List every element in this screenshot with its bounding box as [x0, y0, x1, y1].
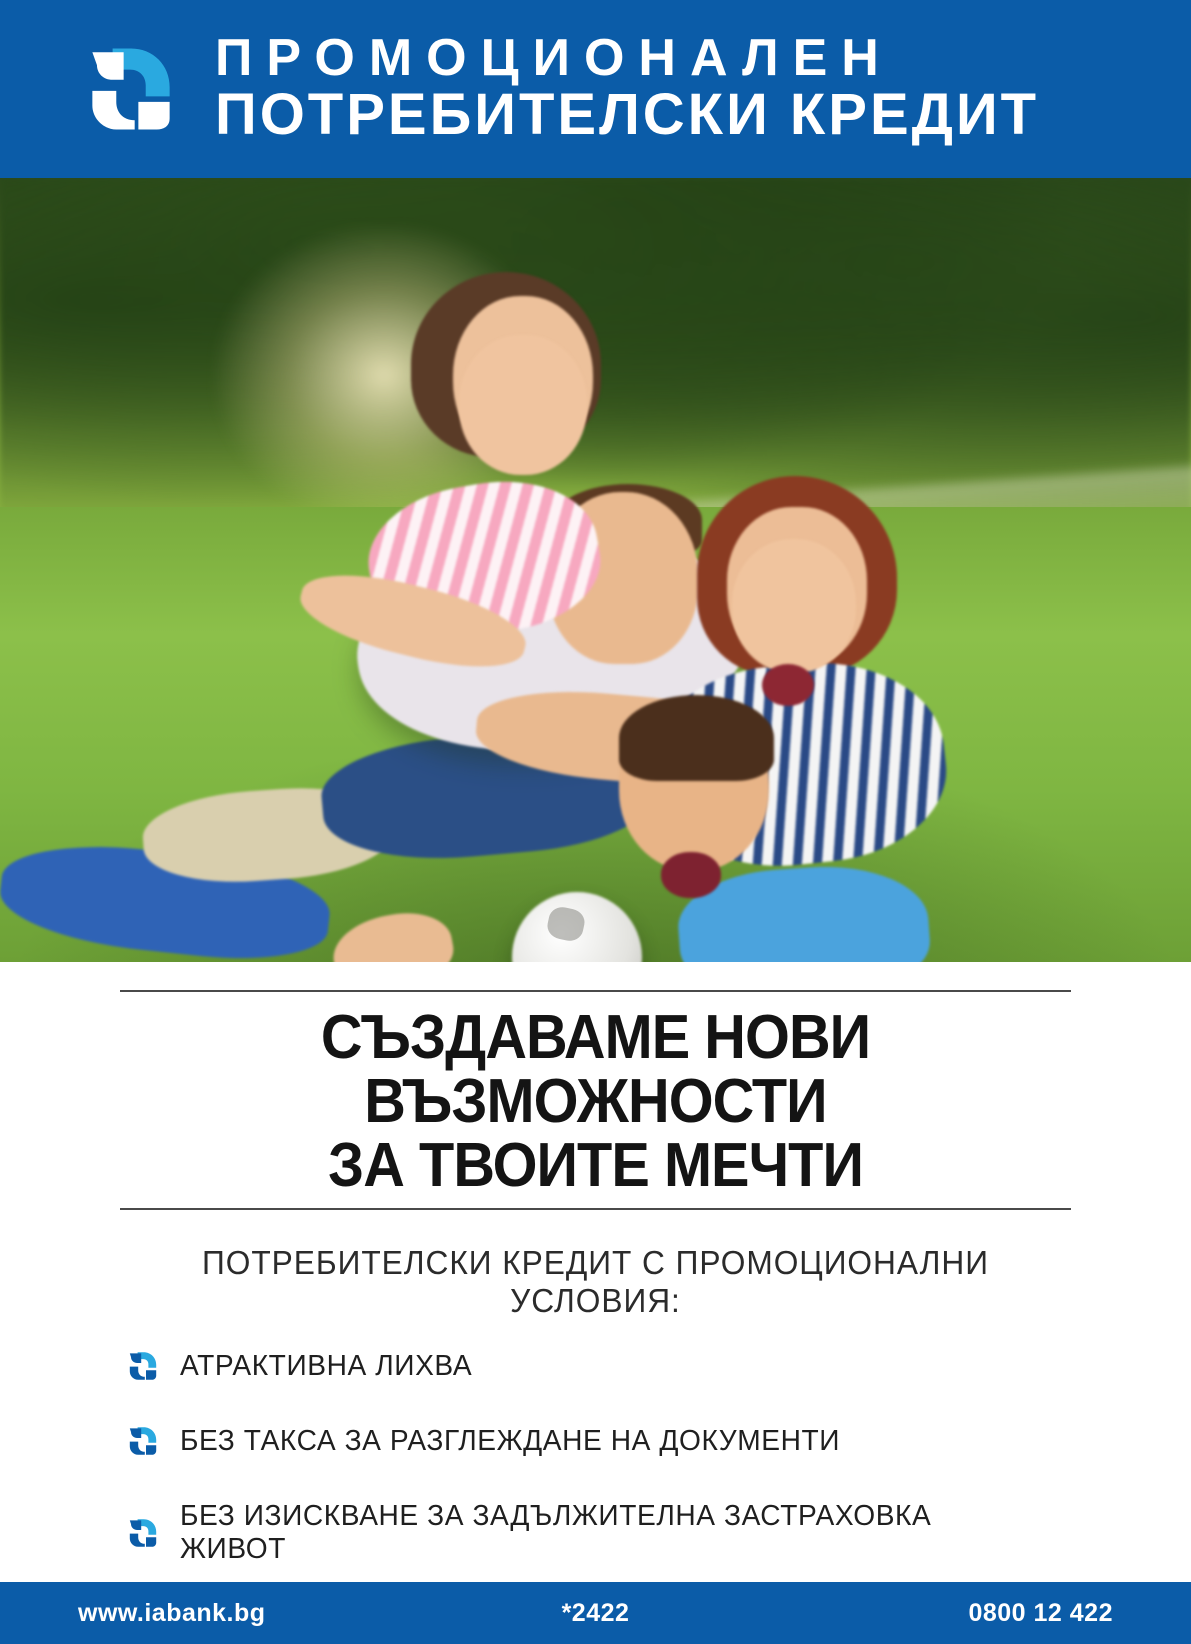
- photo-mother-face: [732, 539, 856, 673]
- hero-photo: [0, 178, 1191, 962]
- header-title-block: [215, 29, 1040, 148]
- ia-bank-bullet-icon: [128, 1518, 158, 1548]
- footer-phone[interactable]: 0800 12 422: [968, 1598, 1113, 1627]
- page-title: [153, 992, 1037, 1208]
- photo-family-group: [0, 178, 1191, 962]
- benefit-label: АТРАКТИВНА ЛИХВА: [180, 1349, 473, 1382]
- ia-bank-bullet-icon: [128, 1351, 158, 1381]
- headline-line1: СЪЗДАВАМЕ НОВИ ВЪЗМОЖНОСТИ: [320, 1003, 871, 1136]
- poster-content: [0, 962, 1191, 1644]
- list-item: [128, 1425, 1071, 1458]
- header-title-line1: ПРОМОЦИОНАЛЕН: [215, 29, 893, 88]
- photo-boy-mouth: [661, 852, 721, 898]
- list-item: [128, 1350, 1071, 1383]
- footer-short-number[interactable]: *2422: [561, 1598, 630, 1627]
- photo-girl-face: [459, 335, 587, 475]
- list-item: [128, 1500, 1071, 1566]
- photo-bare-foot: [328, 905, 459, 962]
- benefits-list: [120, 1346, 1071, 1566]
- poster-footer: [0, 1582, 1191, 1644]
- footer-website[interactable]: www.iabank.bg: [78, 1598, 266, 1627]
- ia-bank-logo-icon: [85, 43, 177, 135]
- poster-header: [0, 0, 1191, 178]
- photo-boy-hair: [619, 695, 774, 781]
- benefit-label: БЕЗ ТАКСА ЗА РАЗГЛЕЖДАНЕ НА ДОКУМЕНТИ: [180, 1424, 841, 1457]
- headline-line2: ЗА ТВОИТЕ МЕЧТИ: [328, 1130, 863, 1200]
- header-title-line2: ПОТРЕБИТЕЛСКИ КРЕДИТ: [215, 82, 1040, 148]
- benefit-label: БЕЗ ИЗИСКВАНЕ ЗА ЗАДЪЛЖИТЕЛНА ЗАСТРАХОВКА ЖИВОТ: [180, 1499, 932, 1565]
- ia-bank-bullet-icon: [128, 1426, 158, 1456]
- photo-mother-mouth: [762, 664, 814, 706]
- subheadline: ПОТРЕБИТЕЛСКИ КРЕДИТ С ПРОМОЦИОНАЛНИ УСЛОВИЯ:: [202, 1243, 989, 1319]
